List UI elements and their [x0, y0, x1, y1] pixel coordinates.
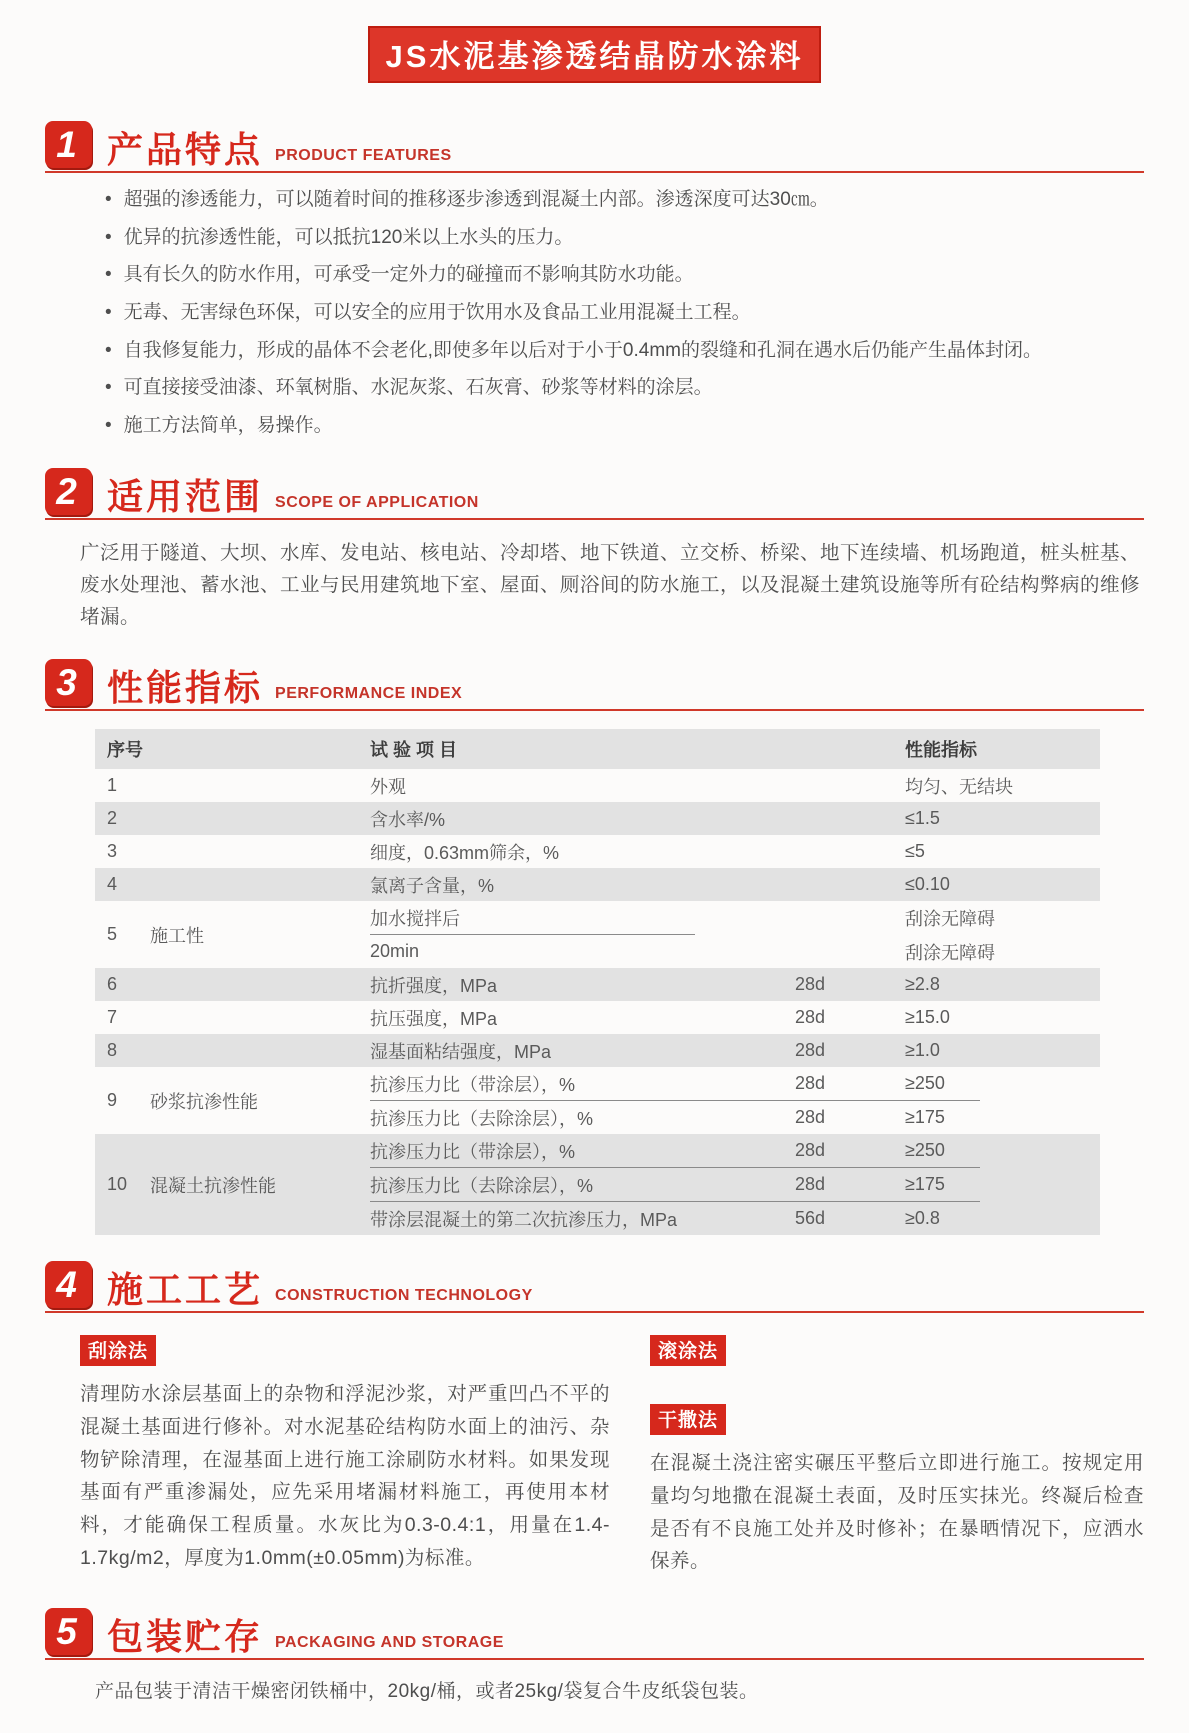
- column-header-item: 试 验 项 目: [370, 740, 458, 761]
- title-bar-wrap: [45, 26, 1144, 83]
- cell-item: 抗渗压力比（去除涂层），%: [370, 1108, 594, 1129]
- cell-value: ≥2.8: [905, 974, 940, 995]
- section-title: 包装贮存: [107, 1616, 264, 1658]
- feature-item: • 优异的抗渗透性能，可以抵抗120米以上水头的压力。: [105, 225, 1144, 251]
- cell-item: 加水搅拌后: [370, 908, 460, 929]
- cell-value: ≤1.5: [905, 808, 940, 829]
- packaging-text: 产品包装于清洁干燥密闭铁桶中，20kg/桶，或者25kg/袋复合牛皮纸袋包装。: [95, 1681, 759, 1703]
- page-title: JS水泥基渗透结晶防水涂料: [368, 26, 822, 83]
- cell-seq: 2: [107, 808, 118, 829]
- cell-seq: 8: [107, 1040, 118, 1061]
- cell-value: 刮涂无障碍: [905, 908, 995, 929]
- cell-item: 外观: [370, 776, 406, 797]
- section-title: 产品特点: [107, 129, 264, 170]
- section-title: 施工工艺: [107, 1269, 264, 1311]
- section-title: 适用范围: [107, 476, 264, 518]
- cell-age: 28d: [795, 974, 826, 995]
- section-number-badge: 1: [45, 121, 92, 168]
- section-title: 性能指标: [107, 667, 264, 709]
- cell-category: 施工性: [150, 925, 204, 946]
- column-header-index: 性能指标: [905, 740, 977, 761]
- feature-item: • 可直接接受油漆、环氧树脂、水泥灰浆、石灰膏、砂浆等材料的涂层。: [105, 375, 1144, 401]
- dry-method-badge: 干撒法: [650, 1404, 726, 1435]
- cell-value: ≤0.10: [905, 874, 950, 895]
- cell-seq: 10: [107, 1174, 128, 1195]
- cell-value: 均匀、无结块: [905, 776, 1013, 797]
- cell-item: 带涂层混凝土的第二次抗渗压力，MPa: [370, 1209, 678, 1230]
- cell-value: ≥0.8: [905, 1208, 940, 1229]
- cell-age: 28d: [795, 1040, 826, 1061]
- cell-item: 氯离子含量，%: [370, 875, 495, 896]
- table-row: [95, 1067, 1100, 1134]
- section-construction-header: [45, 1261, 1144, 1313]
- section-features-header: [45, 121, 1144, 173]
- roll-dry-method-block: [650, 1335, 1144, 1578]
- cell-value: 刮涂无障碍: [905, 942, 995, 963]
- cell-item: 抗渗压力比（带涂层），%: [370, 1141, 576, 1162]
- section-number-badge: 4: [45, 1261, 92, 1308]
- table-header-row: [95, 729, 1100, 769]
- section-subtitle: PRODUCT FEATURES: [275, 147, 452, 164]
- cell-item: 湿基面粘结强度，MPa: [370, 1041, 552, 1062]
- section-number-badge: 5: [45, 1608, 92, 1655]
- section-performance-header: [45, 659, 1144, 711]
- table-row: [95, 1034, 1100, 1067]
- cell-value: ≥1.0: [905, 1040, 940, 1061]
- cell-age: 28d: [795, 1007, 826, 1028]
- section-number-badge: 2: [45, 468, 92, 515]
- cell-item: 抗折强度，MPa: [370, 975, 498, 996]
- table-row: [95, 802, 1100, 835]
- cell-value: ≥250: [905, 1140, 945, 1161]
- scope-text: 广泛用于隧道、大坝、水库、发电站、核电站、冷却塔、地下铁道、立交桥、桥梁、地下连续墙、机场跑道，桩头桩基、废水处理池、蓄水池、工业与民用建筑地下室、屋面、厕浴间的防水施工，以及混凝土建筑设施等所有砼结构弊病的维修堵漏。: [80, 542, 1141, 628]
- cell-value: ≤5: [905, 841, 925, 862]
- section-subtitle: SCOPE OF APPLICATION: [275, 494, 479, 512]
- table-row: [95, 901, 1100, 968]
- cell-age: 28d: [795, 1073, 826, 1094]
- cell-seq: 9: [107, 1090, 118, 1111]
- cell-category: 砂浆抗渗性能: [150, 1091, 258, 1112]
- cell-age: 28d: [795, 1140, 826, 1161]
- feature-item: • 无毒、无害绿色环保，可以安全的应用于饮用水及食品工业用混凝土工程。: [105, 300, 1144, 326]
- cell-value: ≥15.0: [905, 1007, 950, 1028]
- feature-item: • 具有长久的防水作用，可承受一定外力的碰撞而不影响其防水功能。: [105, 262, 1144, 288]
- section-subtitle: PERFORMANCE INDEX: [275, 685, 463, 703]
- cell-item: 含水率/%: [370, 809, 446, 830]
- table-row: [95, 1134, 1100, 1235]
- cell-value: ≥250: [905, 1073, 945, 1094]
- spacer: [650, 1366, 1144, 1404]
- cell-category: 混凝土抗渗性能: [150, 1175, 276, 1196]
- cell-seq: 1: [107, 775, 118, 796]
- section-number-badge: 3: [45, 659, 92, 706]
- cell-item: 抗渗压力比（带涂层），%: [370, 1074, 576, 1095]
- scrape-method-text: 清理防水涂层基面上的杂物和浮泥沙浆，对严重凹凸不平的混凝土基面进行修补。对水泥基砼结构防水面上的油污、杂物铲除清理，在湿基面上进行施工涂刷防水材料。如果发现基面有严重渗漏处，应先采用堵漏材料施工，再使用本材料，才能确保工程质量。水灰比为0.3-0.4:1，用量在1.4-1.7kg/m2，厚度为1.0mm(±0.05mm)为标准。: [80, 1383, 610, 1569]
- feature-item: • 自我修复能力，形成的晶体不会老化,即使多年以后对于小于0.4mm的裂缝和孔洞在遇水后仍能产生晶体封闭。: [105, 338, 1144, 364]
- cell-seq: 7: [107, 1007, 118, 1028]
- cell-age: 28d: [795, 1174, 826, 1195]
- cell-item: 抗压强度，MPa: [370, 1008, 498, 1029]
- cell-seq: 4: [107, 874, 118, 895]
- table-row: [95, 1001, 1100, 1034]
- column-header-seq: 序号: [107, 740, 143, 761]
- table-row: [95, 769, 1100, 802]
- cell-item: 细度，0.63mm筛余，%: [370, 842, 560, 863]
- feature-item: • 施工方法简单，易操作。: [105, 413, 1144, 439]
- table-row: [95, 835, 1100, 868]
- performance-table: [95, 729, 1100, 1235]
- feature-list: [45, 187, 1144, 438]
- cell-seq: 5: [107, 924, 118, 945]
- section-subtitle: CONSTRUCTION TECHNOLOGY: [275, 1287, 533, 1305]
- cell-item: 20min: [370, 941, 420, 962]
- table-row: [95, 968, 1100, 1001]
- cell-age: 56d: [795, 1208, 826, 1229]
- cell-value: ≥175: [905, 1174, 945, 1195]
- cell-age: 28d: [795, 1107, 826, 1128]
- section-scope-header: [45, 468, 1144, 520]
- cell-item: 抗渗压力比（去除涂层），%: [370, 1175, 594, 1196]
- construction-columns: [45, 1335, 1144, 1578]
- cell-seq: 6: [107, 974, 118, 995]
- cell-value: ≥175: [905, 1107, 945, 1128]
- section-packaging-header: [45, 1608, 1144, 1660]
- dry-method-text: 在混凝土浇注密实碾压平整后立即进行施工。按规定用量均匀地撒在混凝土表面，及时压实抹光。终凝后检查是否有不良施工处并及时修补；在暴晒情况下，应洒水保养。: [650, 1452, 1144, 1573]
- scrape-method-block: [80, 1335, 610, 1578]
- feature-item: • 超强的渗透能力，可以随着时间的推移逐步渗透到混凝土内部。渗透深度可达30㎝。: [105, 187, 1144, 213]
- scrape-method-badge: 刮涂法: [80, 1335, 156, 1366]
- table-row: [95, 868, 1100, 901]
- cell-seq: 3: [107, 841, 118, 862]
- roll-method-badge: 滚涂法: [650, 1335, 726, 1366]
- section-subtitle: PACKAGING AND STORAGE: [275, 1634, 504, 1652]
